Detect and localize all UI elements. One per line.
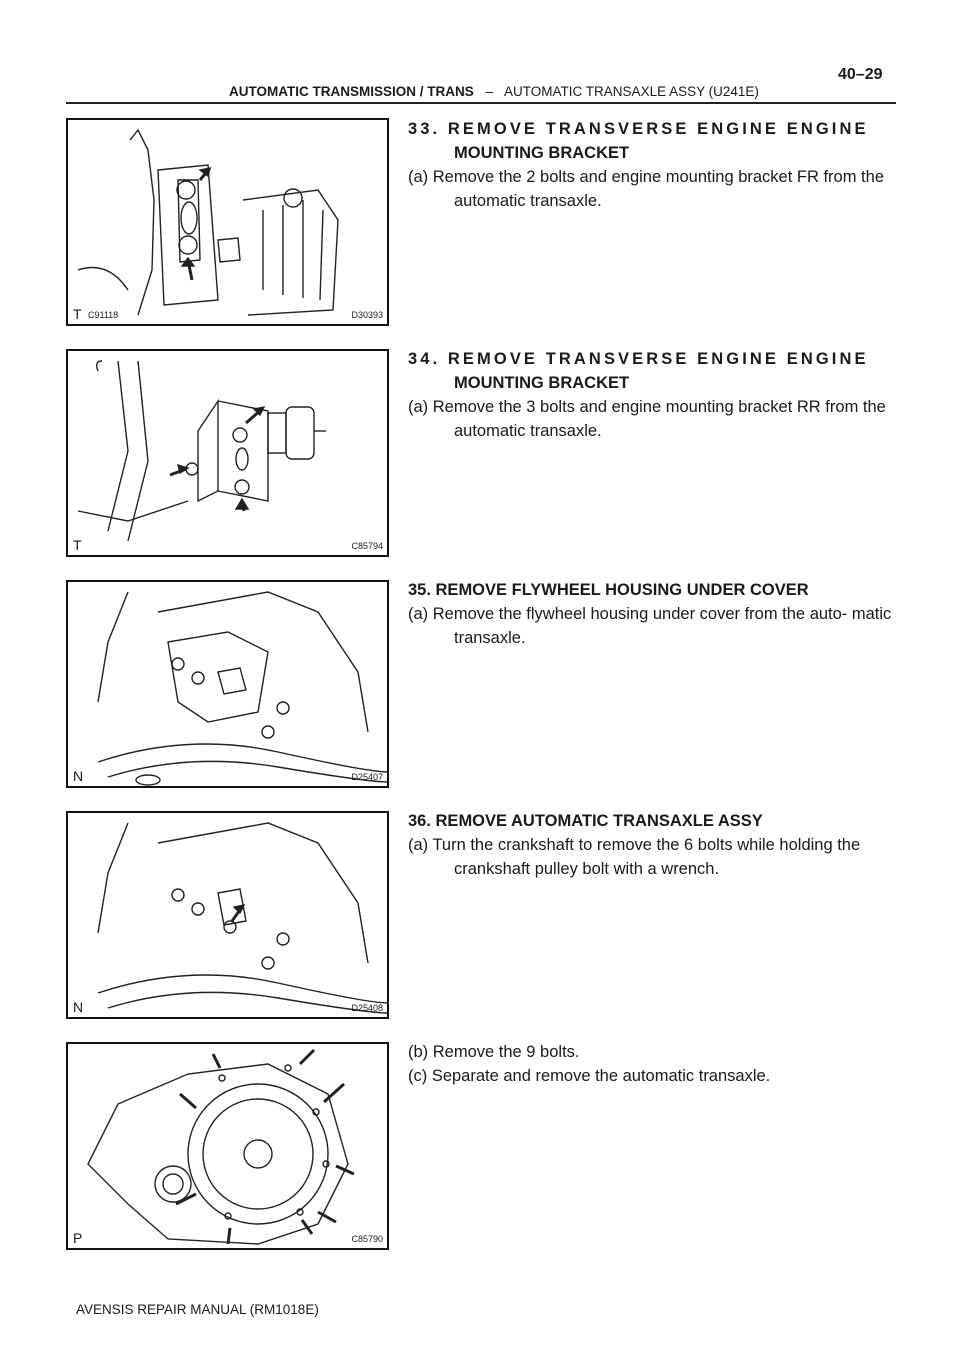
substep-text: (a) Remove the flywheel housing under cover from the auto- matic transaxle.	[408, 605, 892, 647]
step-title: 36. REMOVE AUTOMATIC TRANSAXLE ASSY	[408, 812, 763, 830]
header-section-title: AUTOMATIC TRANSMISSION / TRANS	[229, 84, 474, 99]
figure-letter: T	[73, 306, 82, 322]
step-34	[408, 347, 898, 443]
figure-secondary-code: C91118	[88, 310, 119, 320]
figure-bracket-rr	[66, 349, 389, 557]
figure-letter: N	[73, 768, 84, 784]
step-36-continued	[408, 1040, 898, 1088]
substep-text: (a) Remove the 2 bolts and engine mounting bracket FR from the automatic transaxle.	[408, 168, 884, 210]
step-title-cont: MOUNTING BRACKET	[454, 144, 630, 162]
substep-text: (c) Separate and remove the automatic transaxle.	[408, 1067, 771, 1085]
figure-code: C85794	[351, 541, 383, 551]
figure-letter: T	[73, 537, 82, 553]
step-36	[408, 809, 898, 881]
figure-under-cover	[66, 580, 389, 788]
header-separator: –	[485, 84, 494, 99]
figure-code: D30393	[351, 310, 383, 320]
substep-text: (b) Remove the 9 bolts.	[408, 1043, 580, 1061]
step-33	[408, 117, 898, 213]
step-35	[408, 578, 898, 650]
figure-letter: N	[73, 999, 84, 1015]
figure-code: D25408	[351, 1003, 383, 1013]
figure-letter: P	[73, 1230, 83, 1246]
header-subsection: AUTOMATIC TRANSAXLE ASSY (U241E)	[504, 84, 759, 99]
figure-code: C85790	[351, 1234, 383, 1244]
step-title: 34. REMOVE TRANSVERSE ENGINE ENGINE	[408, 350, 869, 368]
running-header	[229, 84, 759, 99]
figure-transaxle-bolts	[66, 1042, 389, 1250]
header-rule	[66, 102, 896, 104]
substep-text: (a) Turn the crankshaft to remove the 6 bolts while holding the crankshaft pulley bolt with a wrench.	[408, 836, 861, 878]
step-title: 35. REMOVE FLYWHEEL HOUSING UNDER COVER	[408, 581, 809, 599]
step-title-cont: MOUNTING BRACKET	[454, 374, 630, 392]
figure-code: D25407	[351, 772, 383, 782]
step-title: 33. REMOVE TRANSVERSE ENGINE ENGINE	[408, 120, 869, 138]
page-number: 40–29	[838, 66, 883, 83]
figure-bracket-fr	[66, 118, 389, 326]
substep-text: (a) Remove the 3 bolts and engine mounting bracket RR from the automatic transaxle.	[408, 398, 886, 440]
figure-crankshaft	[66, 811, 389, 1019]
footer: AVENSIS REPAIR MANUAL (RM1018E)	[76, 1302, 319, 1317]
